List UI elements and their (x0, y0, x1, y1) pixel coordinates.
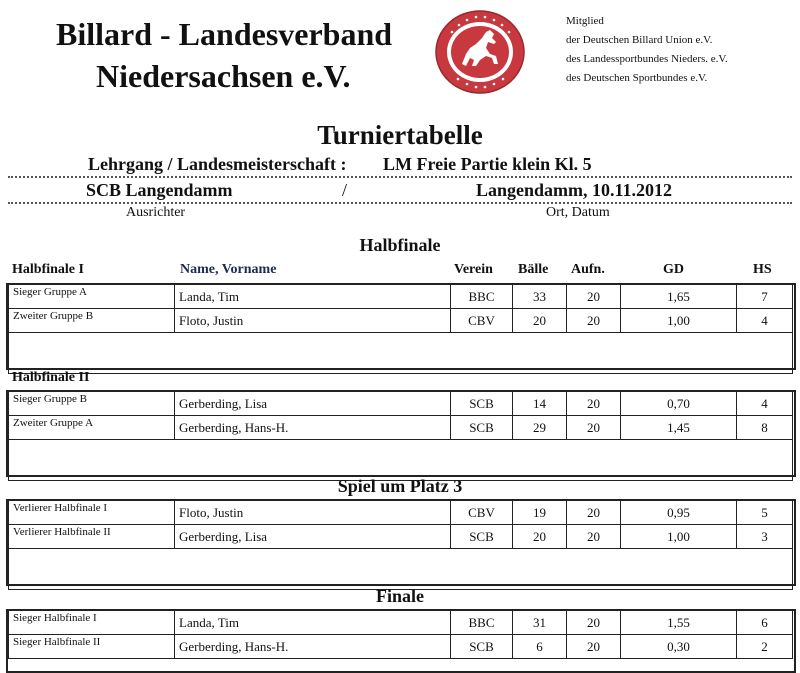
col-header-balls: Bälle (518, 262, 549, 277)
table-frame (6, 609, 796, 673)
membership-line: des Deutschen Sportbundes e.V. (566, 72, 708, 84)
membership-info (566, 12, 728, 88)
innings: 20 (567, 635, 621, 659)
balls: 29 (513, 416, 567, 440)
general-average: 0,95 (621, 501, 737, 525)
general-average: 0,30 (621, 635, 737, 659)
event-place-date: Langendamm, 10.11.2012 (476, 180, 673, 200)
membership-line: des Landessportbundes Nieders. e.V. (566, 53, 728, 65)
club: BBC (451, 611, 513, 635)
innings: 20 (567, 309, 621, 333)
club: SCB (451, 392, 513, 416)
table-frame (6, 283, 796, 370)
innings: 20 (567, 611, 621, 635)
player-name: Floto, Justin (175, 501, 451, 525)
high-series: 3 (737, 525, 793, 549)
event-type-label: Lehrgang / Landesmeisterschaft : (88, 154, 347, 174)
place-date-caption: Ort, Datum (546, 205, 610, 220)
balls: 31 (513, 611, 567, 635)
row-label: Sieger Gruppe A (9, 285, 175, 309)
col-header-club: Verein (454, 262, 493, 277)
balls: 6 (513, 635, 567, 659)
table-frame (6, 499, 796, 586)
player-name: Landa, Tim (175, 611, 451, 635)
halbfinale-1-title: Halbfinale I (12, 262, 84, 277)
general-average: 1,00 (621, 309, 737, 333)
col-header-innings: Aufn. (571, 262, 605, 277)
org-name-line1: Billard - Landesverband (56, 16, 393, 52)
row-label: Verlierer Halbfinale I (9, 501, 175, 525)
org-name-line2: Niedersachsen e.V. (96, 58, 351, 94)
divider (8, 176, 792, 178)
innings: 20 (567, 392, 621, 416)
table-frame (6, 390, 796, 477)
balls: 20 (513, 309, 567, 333)
high-series: 2 (737, 635, 793, 659)
club: SCB (451, 525, 513, 549)
finale-title: Finale (376, 586, 424, 606)
organizer-caption: Ausrichter (126, 205, 186, 220)
innings: 20 (567, 416, 621, 440)
row-label: Zweiter Gruppe A (9, 416, 175, 440)
player-name: Landa, Tim (175, 285, 451, 309)
player-name: Gerberding, Hans-H. (175, 635, 451, 659)
club: CBV (451, 501, 513, 525)
general-average: 1,55 (621, 611, 737, 635)
association-logo (432, 8, 528, 96)
player-name: Gerberding, Lisa (175, 525, 451, 549)
col-header-name: Name, Vorname (180, 262, 277, 277)
col-header-gd: GD (663, 262, 684, 277)
innings: 20 (567, 525, 621, 549)
balls: 14 (513, 392, 567, 416)
row-label: Sieger Halbfinale II (9, 635, 175, 659)
platz3-title: Spiel um Platz 3 (337, 476, 463, 496)
row-label: Sieger Halbfinale I (9, 611, 175, 635)
innings: 20 (567, 501, 621, 525)
row-label: Zweiter Gruppe B (9, 309, 175, 333)
player-name: Floto, Justin (175, 309, 451, 333)
halbfinale-2-title: Halbfinale II (12, 370, 90, 385)
col-header-hs: HS (753, 262, 772, 277)
event-separator: / (342, 180, 348, 200)
balls: 19 (513, 501, 567, 525)
balls: 20 (513, 525, 567, 549)
general-average: 1,00 (621, 525, 737, 549)
balls: 33 (513, 285, 567, 309)
event-name: LM Freie Partie klein Kl. 5 (383, 154, 592, 174)
club: BBC (451, 285, 513, 309)
page-title: Turniertabelle (317, 120, 483, 150)
high-series: 8 (737, 416, 793, 440)
high-series: 4 (737, 309, 793, 333)
high-series: 5 (737, 501, 793, 525)
club: CBV (451, 309, 513, 333)
general-average: 0,70 (621, 392, 737, 416)
club: SCB (451, 416, 513, 440)
innings: 20 (567, 285, 621, 309)
general-average: 1,45 (621, 416, 737, 440)
membership-line: der Deutschen Billard Union e.V. (566, 34, 713, 46)
divider (8, 202, 792, 204)
general-average: 1,65 (621, 285, 737, 309)
high-series: 7 (737, 285, 793, 309)
membership-line: Mitglied (566, 15, 604, 27)
semifinals-title: Halbfinale (359, 235, 441, 255)
club: SCB (451, 635, 513, 659)
row-label: Sieger Gruppe B (9, 392, 175, 416)
row-label: Verlierer Halbfinale II (9, 525, 175, 549)
high-series: 4 (737, 392, 793, 416)
player-name: Gerberding, Hans-H. (175, 416, 451, 440)
player-name: Gerberding, Lisa (175, 392, 451, 416)
high-series: 6 (737, 611, 793, 635)
event-organizer: SCB Langendamm (86, 180, 233, 200)
